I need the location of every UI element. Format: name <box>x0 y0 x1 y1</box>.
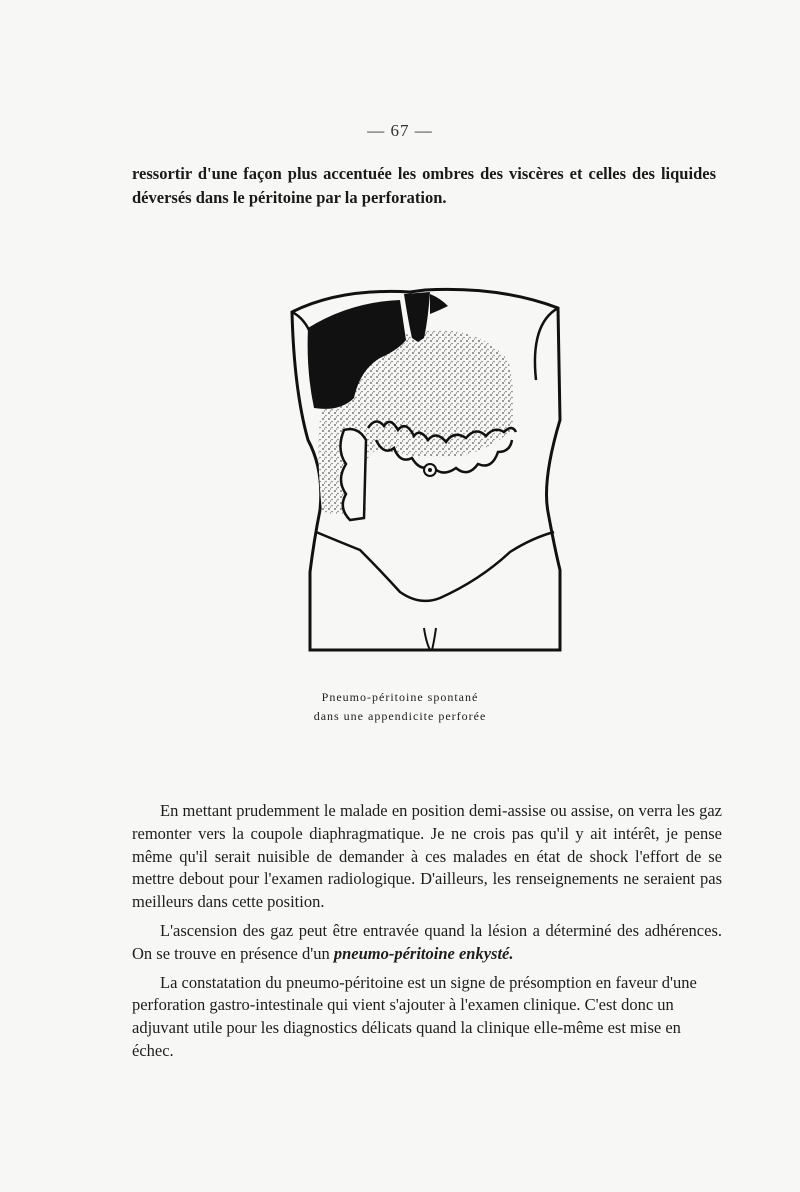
paragraph-adherences-text: L'ascension des gaz peut être entravée quand la lésion a déterminé des adhérences. On se trouve en présence d'un <box>132 920 722 963</box>
caption-line-1: Pneumo-péritoine spontané <box>321 690 479 704</box>
paragraph-position: En mettant prudemment le malade en position demi-assise ou assise, on verra les gaz remonter vers la coupole diaphragmatique. Je ne crois pas qu'il y ait intérêt, je pense même qu'il serait nuisible de demander à ces malades en état de shock l'effort de se mettre debout pour l'examen radiologique. D'ailleurs, les renseignements ne seraient pas meilleurs dans cette position. <box>132 801 722 912</box>
opening-paragraph: ressortir d'une façon plus accentuée les ombres des viscères et celles des liquides déversés dans le péritoine par la perforation. <box>132 164 716 207</box>
figure-caption <box>0 688 800 726</box>
anatomical-torso-icon <box>280 280 580 660</box>
body-text <box>132 800 722 1069</box>
paragraph-conclusion: La constatation du pneumo-péritoine est un signe de présomption en faveur d'une perforation gastro-intestinale qui vient s'ajouter à l'examen clinique. C'est donc un adjuvant utile pour les diagnostics délicats quand la clinique elle-même est mise en échec. <box>132 972 697 1060</box>
page-number: — 67 — <box>367 121 433 140</box>
torso-figure <box>280 280 580 660</box>
paragraph-adherences <box>132 920 722 966</box>
caption-line-2: dans une appendicite perforée <box>313 709 487 723</box>
emphasis-term: pneumo-péritoine enkysté. <box>333 943 514 963</box>
